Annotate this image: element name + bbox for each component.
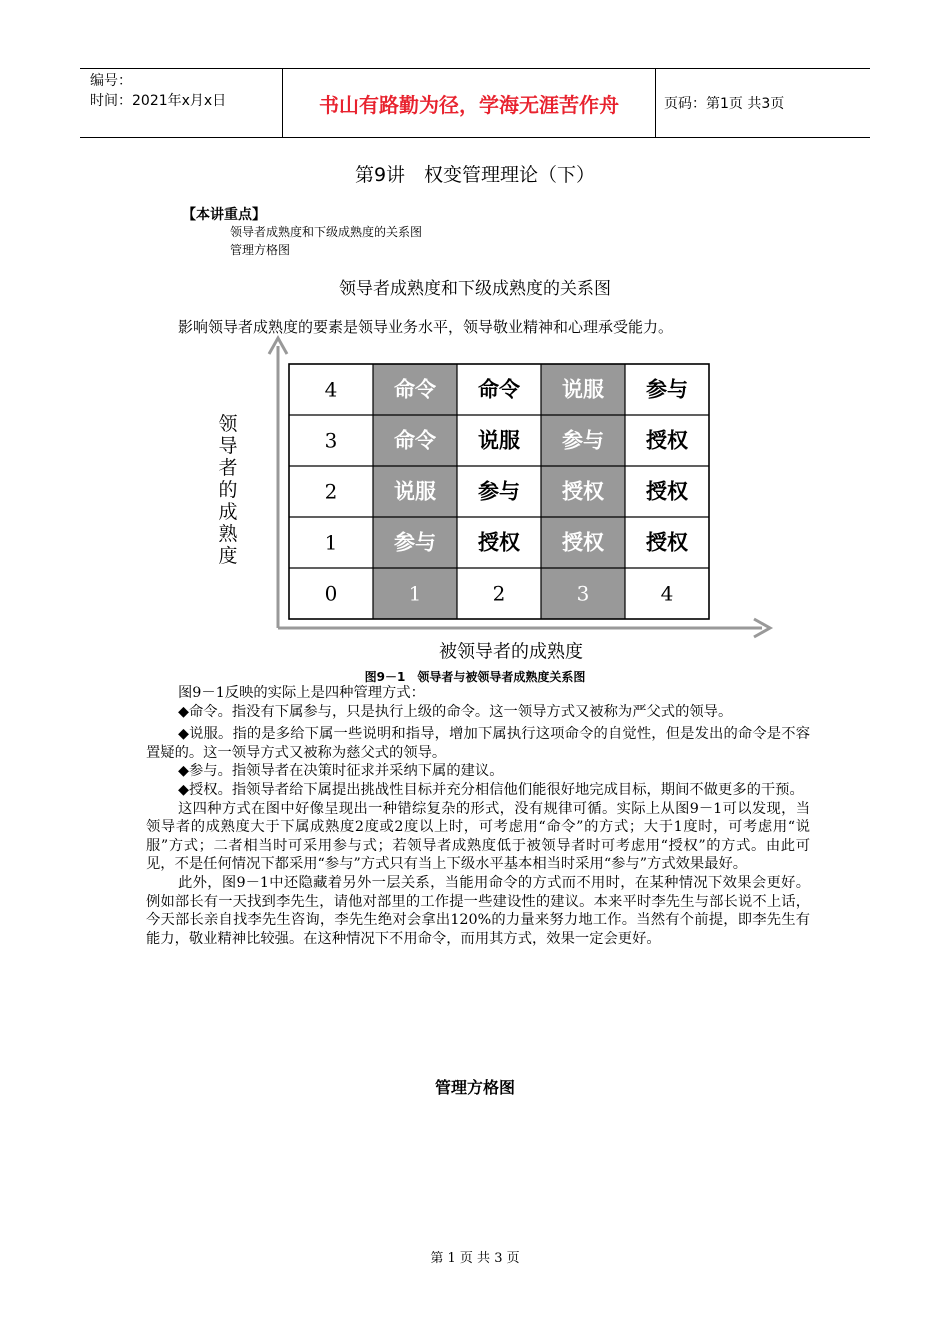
x-tick-label: 0: [324, 581, 338, 606]
paragraph: 这四种方式在图中好像呈现出一种错综复杂的形式，没有规律可循。实际上从图9－1可以发现，当领导者的成熟度大于下属成熟度2度或2度以上时，可考虑用“命令”的方式；大于1度时，可考虑用“说服”方式；二者相当时可采用参与式；若领导者成熟度低于被领导者时可考虑用“授权”的方式。由此可见，不是任何情况下都采用“参与”方式只有当上下级水平基本相当时采用“参与”方式效果最好。: [146, 800, 810, 873]
focus-item: 管理方格图: [230, 243, 291, 257]
body-text: [146, 684, 810, 948]
table-cell-value: 说服: [562, 377, 604, 402]
table-cell-value: 说服: [478, 428, 520, 453]
table-cell-value: 授权: [646, 428, 688, 453]
table-cell-value: 命令: [394, 428, 436, 453]
y-tick-label: 4: [324, 377, 338, 402]
x-tick-label: 4: [660, 581, 674, 606]
section-title-grid: 管理方格图: [434, 1078, 515, 1097]
table-cell-value: 授权: [646, 479, 688, 504]
table-cell-value: 授权: [478, 530, 520, 555]
paragraph: ◆说服。指的是多给下属一些说明和指导，增加下属执行这项命令的自觉性，但是发出的命令是不容置疑的。这一领导方式又被称为慈父式的领导。: [146, 726, 810, 761]
paragraph: ◆参与。指领导者在决策时征求并采纳下属的建议。: [178, 763, 504, 780]
table-cell-value: 授权: [646, 530, 688, 555]
header-time-label: 时间：2021年x月x日: [90, 93, 227, 109]
focus-item: 领导者成熟度和下级成熟度的关系图: [230, 225, 423, 239]
header-motto: 书山有路勤为径，学海无涯苦作舟: [282, 69, 656, 137]
table-cell-value: 授权: [562, 479, 604, 504]
figure-caption: 图9－1 领导者与被领导者成熟度关系图: [364, 670, 586, 684]
x-tick-label: 3: [576, 581, 590, 606]
table-cell-value: 参与: [562, 428, 604, 453]
y-tick-label: 2: [324, 479, 338, 504]
page-title: 第9讲 权变管理理论（下）: [354, 164, 596, 186]
table-cell-value: 授权: [562, 530, 604, 555]
intro-paragraph: 影响领导者成熟度的要素是领导业务水平，领导敬业精神和心理承受能力。: [178, 318, 674, 336]
table-cell-value: 参与: [478, 479, 520, 504]
x-axis-label: 被领导者的成熟度: [439, 641, 583, 663]
paragraph: ◆命令。指没有下属参与，只是执行上级的命令。这一领导方式又被称为严父式的领导。: [178, 703, 733, 720]
focus-heading: 【本讲重点】: [182, 207, 266, 223]
table-cell-value: 说服: [394, 479, 436, 504]
table-cell-value: 命令: [478, 377, 520, 402]
x-tick-label: 1: [408, 581, 422, 606]
page-footer: 第 1 页 共 3 页: [430, 1251, 520, 1266]
table-cell-value: 命令: [394, 377, 436, 402]
y-tick-label: 1: [324, 530, 338, 555]
section-title-maturity: 领导者成熟度和下级成熟度的关系图: [339, 279, 611, 299]
table-cell-value: 参与: [394, 530, 436, 555]
y-axis-label: 领导者的成熟度: [218, 413, 238, 567]
paragraph: 图9－1反映的实际上是四种管理方式：: [178, 685, 425, 701]
x-tick-label: 2: [492, 581, 506, 606]
header-number-label: 编号：: [90, 73, 132, 89]
table-cell-value: 参与: [646, 377, 688, 402]
paragraph: ◆授权。指领导者给下属提出挑战性目标并充分相信他们能很好地完成目标，期间不做更多的干预。: [178, 781, 804, 798]
header-page-info: 页码：第1页 共3页: [664, 96, 785, 112]
y-tick-label: 3: [324, 428, 338, 453]
paragraph: 此外，图9－1中还隐藏着另外一层关系，当能用命令的方式而不用时，在某种情况下效果会更好。例如部长有一天找到李先生，请他对部里的工作提一些建设性的建议。本来平时李先生与部长说不上话，今天部长亲自找李先生咨询，李先生绝对会拿出120%的力量来努力地工作。当然有个前提，即李先生有能力，敬业精神比较强。在这种情况下不用命令，而用其方式，效果一定会更好。: [146, 874, 810, 947]
